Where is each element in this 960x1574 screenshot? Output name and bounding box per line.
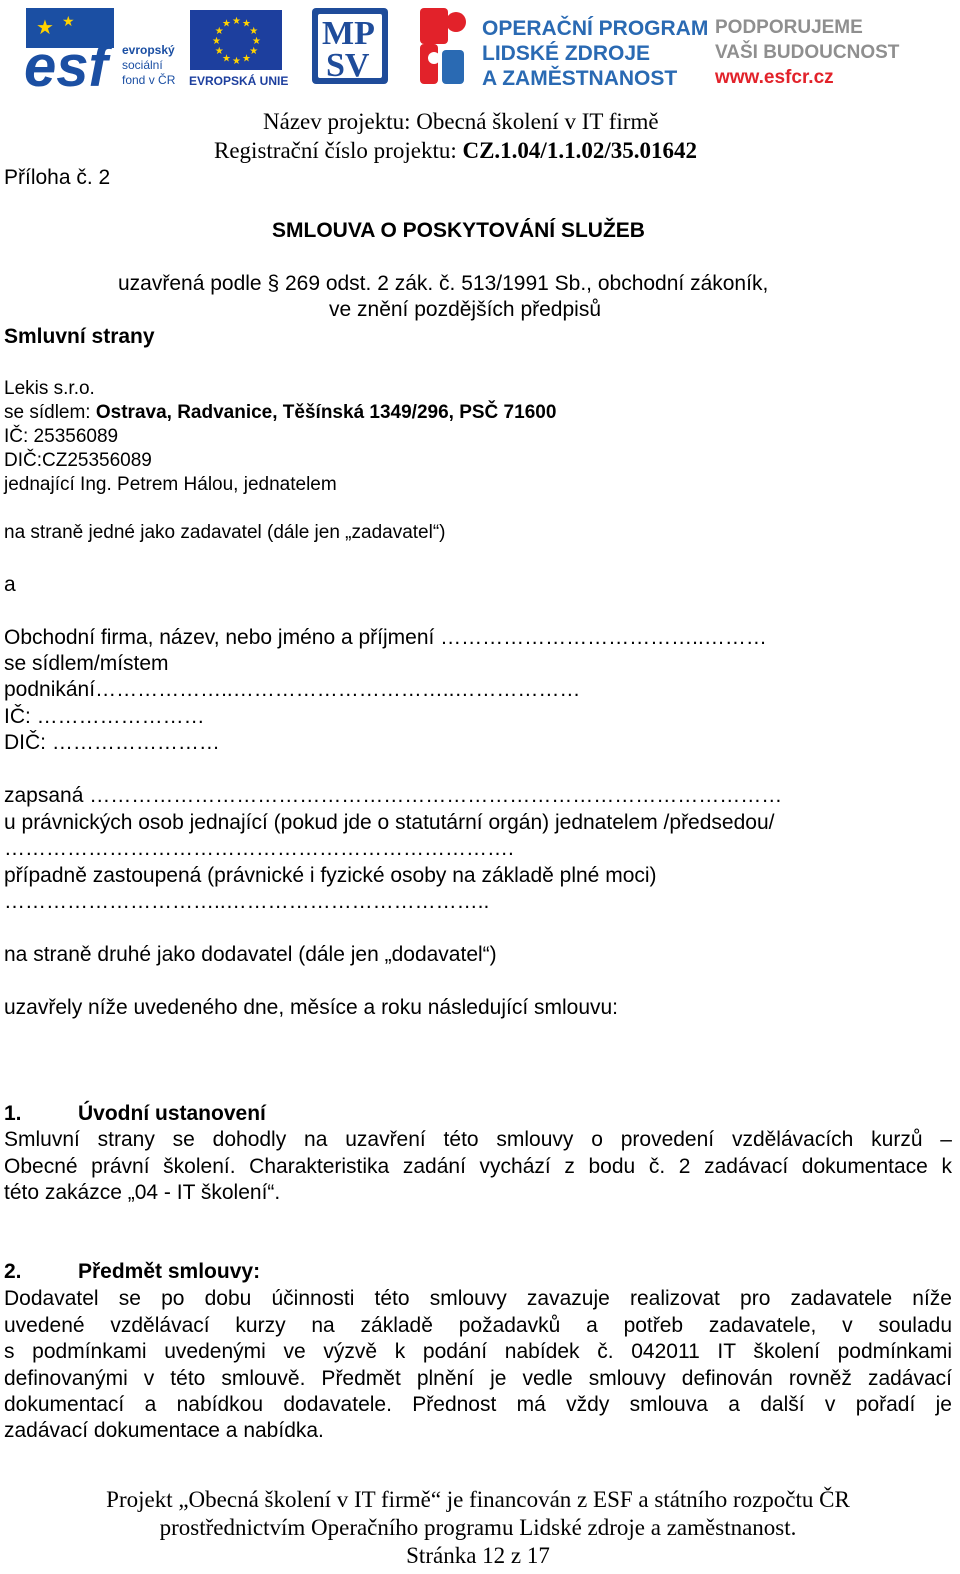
eu-star-icon: ★ (212, 36, 221, 47)
eu-star-icon: ★ (252, 36, 261, 47)
op-line: A ZAMĚSTNANOST (482, 67, 678, 90)
eu-star-icon: ★ (249, 46, 259, 57)
puzzle-person-icon (420, 8, 466, 84)
support-line: VAŠI BUDOUCNOST (715, 42, 900, 63)
section1-line: této zakázce „04 - IT školení“. (4, 1181, 281, 1204)
party2-seat-dots: podnikání………………..…………………………..……………… (4, 678, 581, 701)
eu-star-icon: ★ (232, 16, 241, 27)
contract-title: SMLOUVA O POSKYTOVÁNÍ SLUŽEB (272, 219, 645, 242)
op-line: OPERAČNÍ PROGRAM (482, 17, 709, 40)
registration-line (214, 137, 697, 165)
section2-number: 2. (4, 1260, 22, 1283)
section1-line: Obecné právní školení. Charakteristika zadání vychází z bodu č. 2 zadávací dokumentace k (4, 1155, 952, 1178)
party2-role: na straně druhé jako dodavatel (dále jen „dodavatel“) (4, 943, 497, 966)
section2-line: zadávací dokumentace a nabídka. (4, 1419, 324, 1442)
contract-subtitle: ve znění pozdějších předpisů (329, 298, 602, 321)
party1-representative: jednající Ing. Petrem Hálou, jednatelem (4, 474, 337, 495)
eu-star-icon: ★ (214, 26, 224, 37)
mpsv-mark-bottom: SV (326, 47, 370, 84)
support-slogan (714, 17, 900, 88)
esf-star-icon: ★ (36, 17, 54, 39)
party1-name: Lekis s.r.o. (4, 378, 95, 399)
section2-line: uvedené vzdělávací kurzy na základě požadavků a potřeb zadavatele, v souladu (4, 1314, 952, 1337)
party2-firm: Obchodní firma, název, nebo jméno a příjmení ………………………………..……… (4, 626, 767, 649)
party2-representative-dots: ………………………………………………………………. (4, 837, 514, 860)
eu-star-icon: ★ (232, 56, 241, 67)
party2-dic: DIČ: …………………… (4, 731, 220, 754)
mpsv-mark-top: MP (322, 15, 375, 52)
eu-star-icon: ★ (242, 18, 251, 30)
eu-caption: EVROPSKÁ UNIE (189, 74, 289, 88)
logo-band (0, 0, 960, 96)
section1-number: 1. (4, 1102, 22, 1125)
project-name: Název projektu: Obecná školení v IT firmě (263, 109, 659, 134)
party1-seat-label: se sídlem: (4, 402, 96, 423)
esf-sub-line: evropský (122, 43, 175, 57)
party2-registered: zapsaná ……………………………………………………………………………………… (4, 784, 783, 807)
party1-dic: DIČ:CZ25356089 (4, 450, 152, 471)
page-number: Stránka 12 z 17 (406, 1543, 550, 1568)
esf-sub-line: sociální (122, 58, 163, 72)
mpsv-logo (312, 8, 388, 84)
support-url: www.esfcr.cz (715, 67, 834, 88)
party1-role: na straně jedné jako zadavatel (dále jen „zadavatel“) (4, 522, 446, 543)
section2-heading: Předmět smlouvy: (78, 1260, 261, 1283)
eu-star-icon: ★ (222, 18, 231, 30)
footer-line: Projekt „Obecná školení v IT firmě“ je financován z ESF a státního rozpočtu ČR (106, 1487, 850, 1512)
support-line: PODPORUJEME (715, 17, 863, 38)
section2-line: definovanými v této smlouvě. Předmět plnění je vedle smlouvy definován rovněž zadávací (4, 1367, 952, 1390)
concluded-statement: uzavřely níže uvedeného dne, měsíce a roku následující smlouvu: (4, 996, 619, 1019)
parties-heading: Smluvní strany (4, 325, 155, 348)
section1-heading: Úvodní ustanovení (78, 1102, 266, 1125)
footer-line: prostřednictvím Operačního programu Lidské zdroje a zaměstnanost. (159, 1515, 797, 1540)
section2-line: Dodavatel se po dobu účinnosti této smlouvy zavazuje realizovat pro zadavatele níže (4, 1287, 952, 1310)
party1-seat-value: Ostrava, Radvanice, Těšínská 1349/296, PSČ 71600 (95, 402, 557, 423)
esf-star-icon: ★ (62, 13, 75, 29)
eu-star-icon: ★ (214, 46, 224, 57)
op-line: LIDSKÉ ZDROJE (482, 42, 651, 65)
eu-logo (189, 10, 288, 88)
party2-representative: u právnických osob jednající (pokud jde o statutární orgán) jednatelem /předsedou/ (4, 811, 775, 834)
party1-seat (4, 401, 556, 425)
esf-wordmark: esf (24, 34, 108, 96)
annex-label: Příloha č. 2 (4, 166, 111, 189)
section2-line: dokumentací a nabídkou dodavatele. Přednost má vždy smlouva a další v pořadí je (4, 1393, 952, 1416)
registration-label: Registrační číslo projektu: (214, 138, 463, 163)
party2-proxy-dots: …………………………..……………………………….. (4, 890, 490, 913)
conjunction: a (4, 573, 16, 596)
party2-proxy: případně zastoupená (právnické i fyzické osoby na základě plné moci) (4, 864, 657, 887)
op-lzz-logo (420, 8, 708, 90)
esf-logo (24, 8, 176, 96)
contract-subtitle: uzavřená podle § 269 odst. 2 zák. č. 513/1991 Sb., obchodní zákoník, (118, 272, 769, 295)
party2-seat: se sídlem/místem (4, 652, 169, 675)
registration-number: CZ.1.04/1.1.02/35.01642 (462, 138, 697, 163)
party1-ic: IČ: 25356089 (4, 426, 119, 447)
eu-star-icon: ★ (242, 53, 251, 65)
section2-line: s podmínkami uvedenými ve výzvě k podání nabídek č. 042011 IT školení podmínkami (4, 1340, 952, 1363)
party2-ic: IČ: …………………… (4, 705, 205, 728)
esf-sub-line: fond v ČR (122, 73, 176, 87)
eu-star-icon: ★ (222, 53, 231, 65)
eu-star-icon: ★ (249, 26, 259, 37)
section1-line: Smluvní strany se dohodly na uzavření této smlouvy o provedení vzdělávacích kurzů – (4, 1128, 952, 1151)
